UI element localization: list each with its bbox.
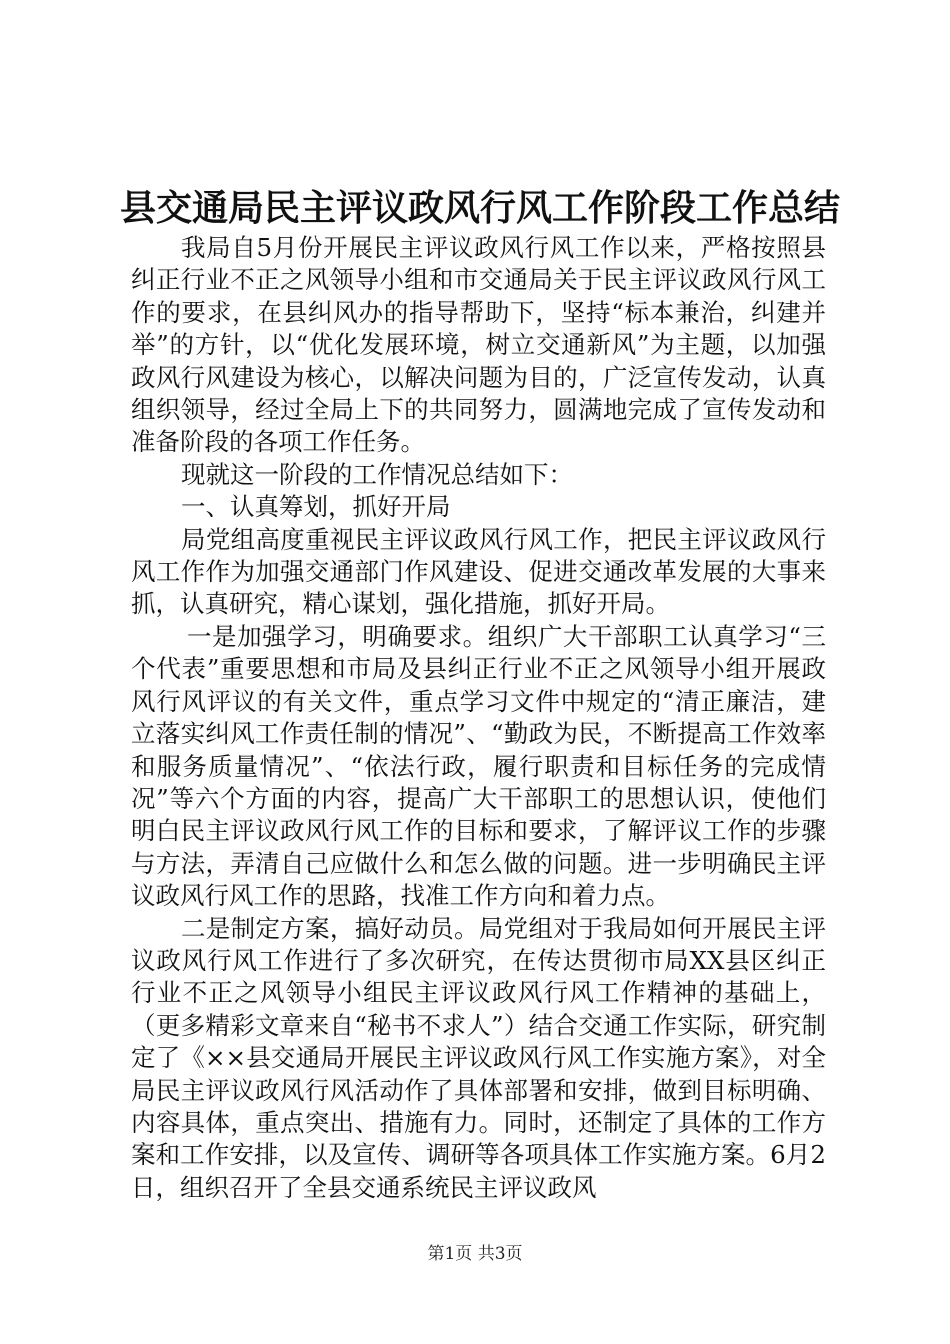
page-footer: 第1页 共3页 bbox=[427, 1244, 523, 1264]
paragraph-summary-lead: 现就这一阶段的工作情况总结如下： bbox=[181, 459, 573, 489]
paragraph-intro: 我局自5月份开展民主评议政风行风工作以来，严格按照县纠正行业不正之风领导小组和市交通局关于民主评议政风行风工作的要求，在县纠风办的指导帮助下，坚持“标本兼治，纠建并举”的方针，以“优化发展环境，树立交通新风”为主题，以加强政风行风建设为核心，以解决问题为目的，广泛宣传发动，认真组织领导，经过全局上下的共同努力，圆满地完成了宣传发动和准备阶段的各项工作任务。 bbox=[131, 233, 826, 457]
paragraph-section-1: 局党组高度重视民主评议政风行风工作，把民主评议政风行风工作作为加强交通部门作风建设、促进交通改革发展的大事来抓，认真研究，精心谋划，强化措施，抓好开局。 bbox=[131, 524, 826, 619]
paragraph-study: 一是加强学习，明确要求。组织广大干部职工认真学习“三个代表”重要思想和市局及县纠正行业不正之风领导小组开展政风行风评议的有关文件，重点学习文件中规定的“清正廉洁，建立落实纠风工作责任制的情况”、“勤政为民，不断提高工作效率和服务质量情况”、“依法行政，履行职责和目标任务的完成情况”等六个方面的内容，提高广大干部职工的思想认识，使他们明白民主评议政风行风工作的目标和要求，了解评议工作的步骤与方法，弄清自己应做什么和怎么做的问题。进一步明确民主评议政风行风工作的思路，找准工作方向和着力点。 bbox=[131, 621, 826, 911]
section-heading-1: 一、认真筹划，抓好开局 bbox=[181, 492, 451, 522]
document-body bbox=[131, 232, 826, 1204]
document-title: 县交通局民主评议政风行风工作阶段工作总结 bbox=[120, 187, 841, 229]
paragraph-plan: 二是制定方案，搞好动员。局党组对于我局如何开展民主评议政风行风工作进行了多次研究，在传达贯彻市局XX县区纠正行业不正之风领导小组民主评议政风行风工作精神的基础上，（更多精彩文章来自“秘书不求人”）结合交通工作实际，研究制定了《××县交通局开展民主评议政风行风工作实施方案》，对全局民主评议政风行风活动作了具体部署和安排，做到目标明确、内容具体，重点突出、措施有力。同时，还制定了具体的工作方案和工作安排，以及宣传、调研等各项具体工作实施方案。6月2日，组织召开了全县交通系统民主评议政风 bbox=[131, 913, 826, 1202]
